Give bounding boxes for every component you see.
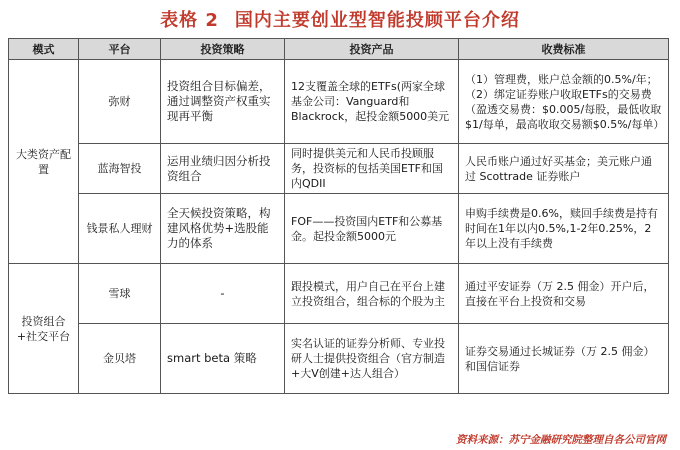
header-mode: 模式 [9,39,79,60]
fee-cell: 证券交易通过长城证券（万 2.5 佣金）和国信证券 [459,324,669,394]
table-title [0,6,680,32]
mode-cell: 投资组合+社交平台 [9,264,79,394]
table-row [9,60,669,144]
product-cell: 同时提供美元和人民币投顾服务，投资标的包括美国ETF和国内QDII [285,144,459,194]
product-cell: 12支覆盖全球的ETFs(两家全球基金公司：Vanguard和Blackrock，起投金额5000美元 [285,60,459,144]
table-title-text: 国内主要创业型智能投顾平台介绍 [234,10,520,31]
platform-cell: 钱景私人理财 [79,194,161,264]
table-row [9,194,669,264]
fee-cell: （1）管理费，账户总金额的0.5%/年；（2）绑定证券账户收取ETFs的交易费（盈透交易费：$0.005/每股，最低收取$1/每单，最高收取交易额$0.5%/每单） [459,60,669,144]
table-number: 表格 2 [160,10,219,31]
platform-cell: 蓝海智投 [79,144,161,194]
table-row [9,324,669,394]
product-cell: 跟投模式，用户自己在平台上建立投资组合，组合标的个股为主 [285,264,459,324]
fee-cell: 申购手续费是0.6%，赎回手续费是持有时间在1年以内0.5%,1-2年0.25%，2年以上没有手续费 [459,194,669,264]
strategy-cell: 投资组合目标偏差，通过调整资产权重实现再平衡 [161,60,285,144]
header-row [9,39,669,60]
header-fee: 收费标准 [459,39,669,60]
header-product: 投资产品 [285,39,459,60]
fee-cell: 通过平安证券（万 2.5 佣金）开户后，直接在平台上投资和交易 [459,264,669,324]
strategy-cell: - [161,264,285,324]
platform-cell: 雪球 [79,264,161,324]
header-platform: 平台 [79,39,161,60]
product-cell: 实名认证的证券分析师、专业投研人士提供投资组合（官方制造+大V创建+达人组合） [285,324,459,394]
strategy-cell: 全天候投资策略，构建风格优势+选股能力的体系 [161,194,285,264]
platform-table [8,38,669,394]
header-strategy: 投资策略 [161,39,285,60]
platform-cell: 金贝塔 [79,324,161,394]
platform-cell: 弥财 [79,60,161,144]
source-note: 资料来源：苏宁金融研究院整理自各公司官网 [456,434,666,446]
strategy-cell: smart beta 策略 [161,324,285,394]
mode-cell: 大类资产配置 [9,60,79,264]
product-cell: FOF——投资国内ETF和公募基金。起投金额5000元 [285,194,459,264]
fee-cell: 人民币账户通过好买基金；美元账户通过 Scottrade 证券账户 [459,144,669,194]
strategy-cell: 运用业绩归因分析投资组合 [161,144,285,194]
table-row [9,264,669,324]
table-row [9,144,669,194]
